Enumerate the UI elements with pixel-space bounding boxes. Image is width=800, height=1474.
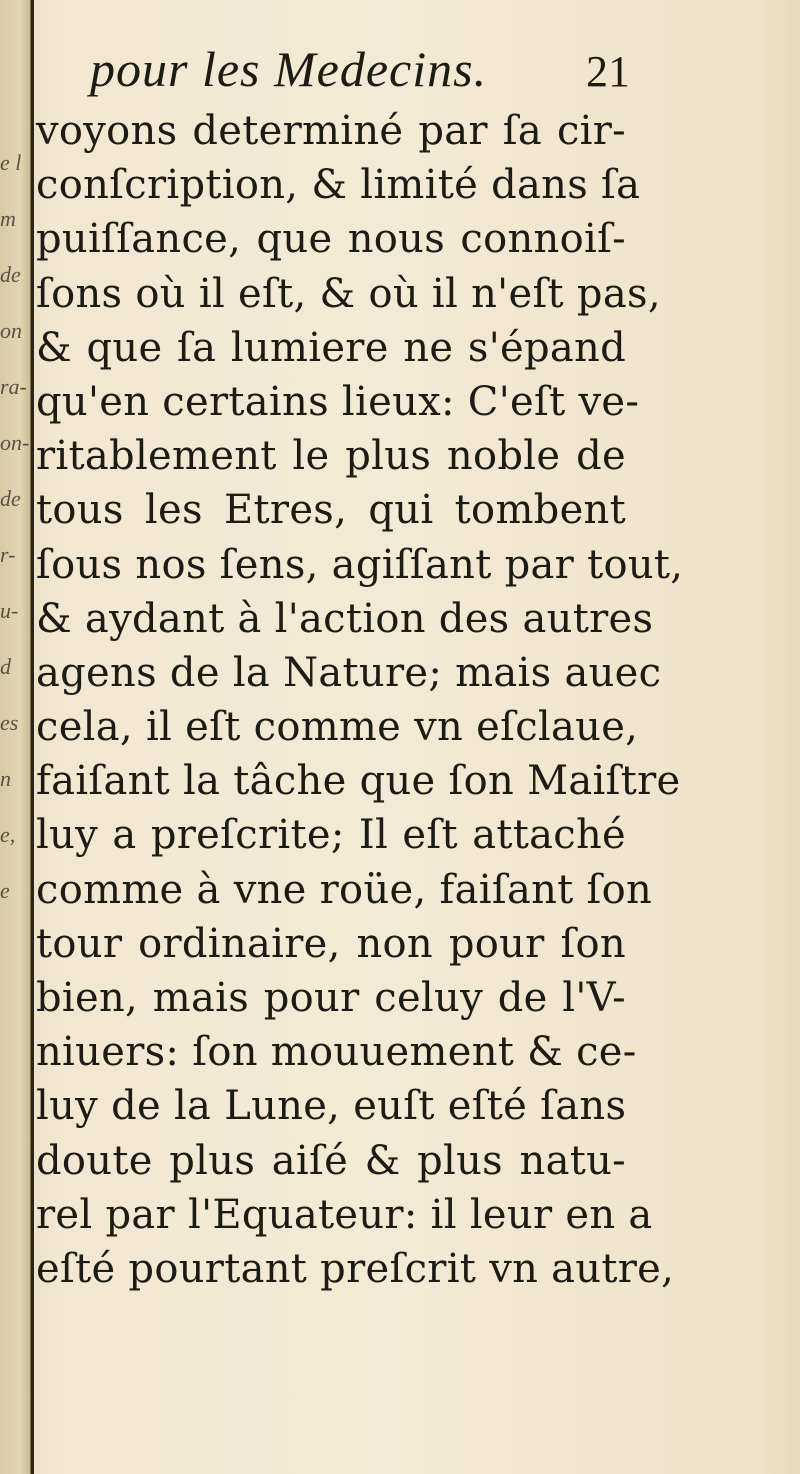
margin-fragment: r- [0,542,16,567]
text-line: niuers: ſon mouuement & ce- [36,1029,637,1076]
margin-fragment: n [0,766,11,791]
margin-fragment: de [0,262,21,287]
text-line: conſcription, & limité dans ſa [36,162,641,209]
text-line: luy de la Lune, euſt eſté ſans [36,1083,627,1130]
text-line: bien, mais pour celuy de l'V- [36,975,626,1021]
text-line: ſous nos ſens, agiſſant par tout, [36,541,684,588]
margin-fragment: e l [0,150,22,175]
margin-fragment: es [0,710,19,735]
text-line: & aydant à l'action des autres [36,595,654,642]
text-line: ſons où il eſt, & où il n'eſt pas, [36,270,661,317]
text-line: agens de la Nature; mais auec [36,649,662,696]
text-line: comme à vne roüe, faiſant ſon [36,866,653,913]
margin-fragment: de [0,486,21,511]
margin-fragment: on- [0,430,30,455]
margin-fragment: e [0,878,10,903]
margin-fragment: m [0,206,16,231]
margin-fragment: u- [0,598,19,623]
text-line: voyons determiné par ſa cir- [36,108,626,154]
body-text [36,104,684,1296]
page-header [90,40,630,100]
text-line: faiſant la tâche que ſon Maiſtre [36,758,681,805]
text-line: doute plus aiſé & plus natu- [36,1137,626,1184]
text-line: qu'en certains lieux: C'eſt ve- [36,378,640,425]
text-line: rel par l'Equateur: il leur en a [36,1191,653,1238]
text-line: eſté pourtant preſcrit vn autre, [36,1245,675,1292]
running-head: pour les Medecins. [90,41,488,97]
text-line: tour ordinaire, non pour ſon [36,920,626,967]
margin-fragment: ra- [0,374,27,399]
text-line: tous les Etres, qui tombent [36,487,626,534]
text-line: ritablement le plus noble de [36,433,626,480]
margin-fragment: d [0,654,11,679]
page-number: 21 [586,47,630,96]
text-line: & que ſa lumiere ne s'épand [36,324,626,371]
margin-fragment: on [0,318,22,343]
text-line: puiſſance, que nous connoiſ- [36,216,626,263]
facing-page-margin [0,150,30,934]
text-line: luy a preſcrite; Il eſt attaché [36,812,626,859]
text-line: cela, il eſt comme vn eſclaue, [36,704,639,751]
margin-fragment: e, [0,822,16,847]
